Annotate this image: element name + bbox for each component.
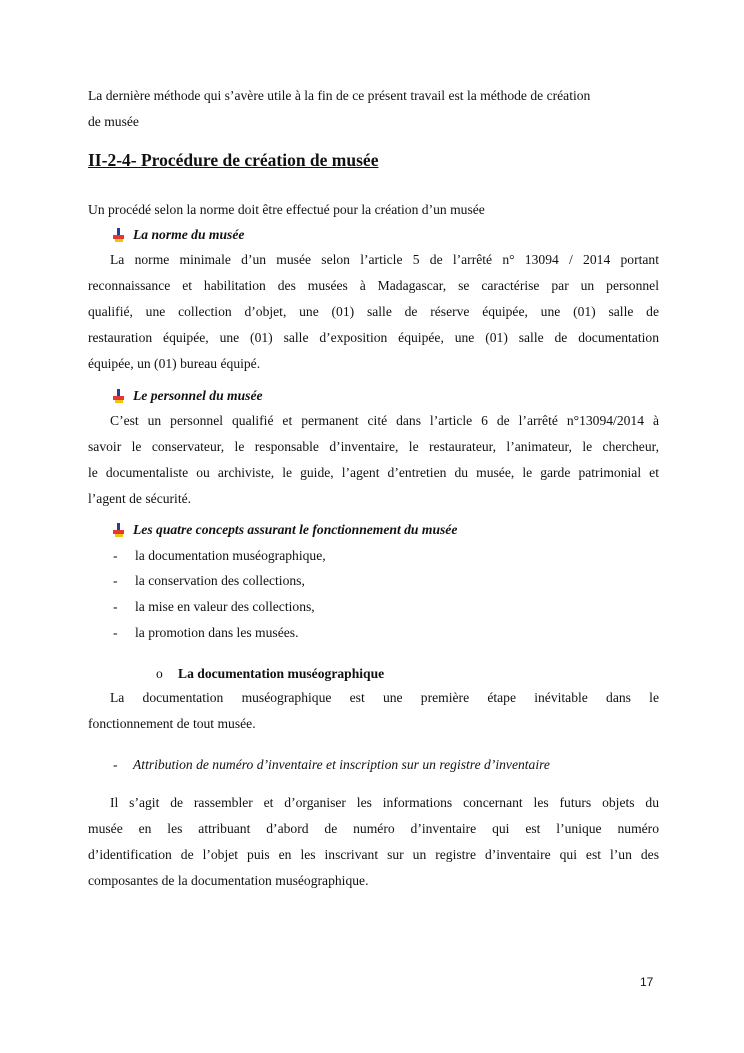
documentation-paragraph [88, 685, 659, 737]
personnel-line: le documentaliste ou archiviste, le guide, l’agent d’entretien du musée, le garde patrimonial et [88, 465, 659, 480]
documentation-line: fonctionnement de tout musée. [88, 716, 256, 731]
norme-bullet [112, 225, 244, 245]
dash-marker: - [113, 757, 118, 772]
intro-line: La dernière méthode qui s’avère utile à la fin de ce présent travail est la méthode de création [88, 88, 591, 103]
documentation-subheading: o La documentation muséographique [156, 664, 384, 684]
personnel-paragraph [88, 408, 659, 512]
hand-pointer-icon [112, 523, 125, 537]
norme-line: La norme minimale d’un musée selon l’article 5 de l’arrêté n° 13094 / 2014 portant [110, 252, 659, 267]
attribution-paragraph [88, 790, 659, 894]
concept-list-item: - la conservation des collections, [113, 571, 305, 591]
concepts-bullet [112, 520, 457, 540]
norme-line: restauration équipée, une (01) salle d’exposition équipée, une (01) salle de documentation [88, 330, 659, 345]
page-number: 17 [640, 975, 654, 989]
concept-list-item: - la documentation muséographique, [113, 546, 326, 566]
concepts-title: Les quatre concepts assurant le fonctionnement du musée [133, 522, 458, 537]
attribution-line: musée en les attribuant d’abord de numéro d’inventaire qui est l’unique numéro [88, 821, 659, 836]
document-page [88, 0, 659, 1053]
attribution-line: Il s’agit de rassembler et d’organiser les informations concernant les futurs objets du [110, 795, 659, 810]
hand-pointer-icon [112, 389, 125, 403]
dash-marker: - [113, 625, 118, 640]
personnel-line: l’agent de sécurité. [88, 491, 192, 506]
norme-paragraph [88, 247, 659, 377]
circle-marker: o [156, 666, 163, 681]
dash-marker: - [113, 548, 118, 563]
norme-line: équipée, un (01) bureau équipé. [88, 356, 261, 371]
intro-paragraph [88, 83, 659, 135]
personnel-line: savoir le conservateur, le responsable d’inventaire, le restaurateur, l’animateur, le chercheur, [88, 439, 659, 454]
attribution-line: d’identification de l’objet puis en les inscrivant sur un registre d’inventaire qui est l’un des [88, 847, 659, 862]
dash-marker: - [113, 573, 118, 588]
norme-line: qualifié, une collection d’objet, une (01) salle de réserve équipée, une (01) salle de [88, 304, 659, 319]
concept-list-item: - la promotion dans les musées. [113, 623, 298, 643]
section-heading: II-2-4- Procédure de création de musée [88, 150, 379, 170]
concept-list-item: - la mise en valeur des collections, [113, 597, 315, 617]
lead-sentence: Un procédé selon la norme doit être effectué pour la création d’un musée [88, 202, 485, 217]
intro-line: de musée [88, 114, 139, 129]
dash-marker: - [113, 599, 118, 614]
norme-line: reconnaissance et habilitation des musées à Madagascar, se caractérise par un personnel [88, 278, 659, 293]
hand-pointer-icon [112, 228, 125, 242]
attribution-item: - Attribution de numéro d’inventaire et inscription sur un registre d’inventaire [113, 755, 550, 775]
documentation-line: La documentation muséographique est une première étape inévitable dans le [110, 690, 659, 705]
personnel-title: Le personnel du musée [133, 388, 263, 403]
personnel-bullet [112, 386, 263, 406]
personnel-line: C’est un personnel qualifié et permanent cité dans l’article 6 de l’arrêté n°13094/2014 à [110, 413, 659, 428]
attribution-line: composantes de la documentation muséographique. [88, 873, 369, 888]
norme-title: La norme du musée [133, 227, 245, 242]
